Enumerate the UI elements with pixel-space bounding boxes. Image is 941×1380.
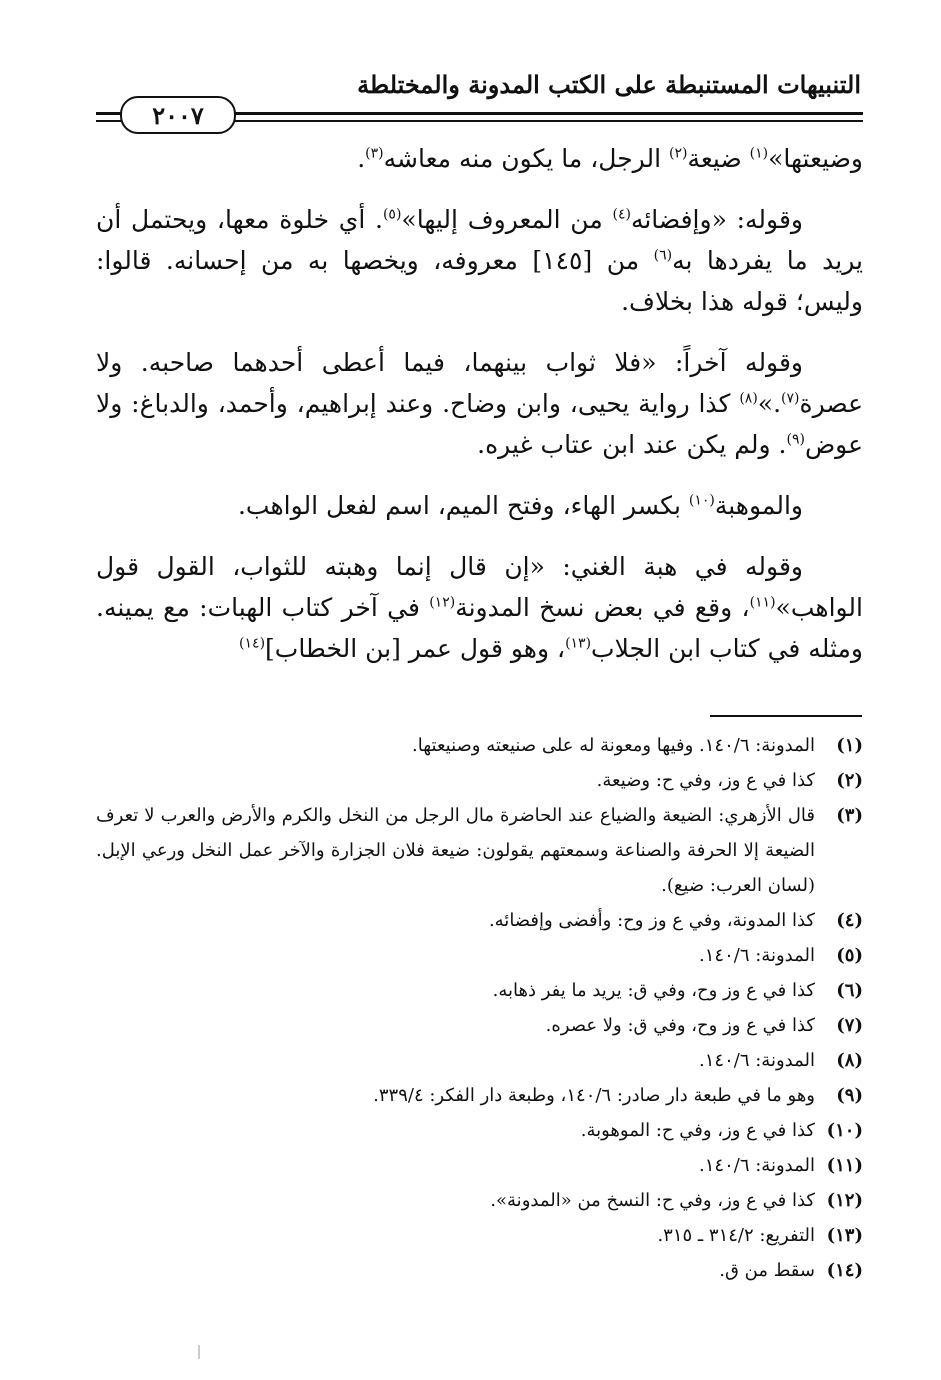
footnote-ref[interactable]: (٥) bbox=[382, 206, 402, 223]
footnotes bbox=[96, 728, 863, 1288]
scan-mark bbox=[198, 1345, 200, 1359]
footnote-text: كذا المدونة، وفي ع وز وح: وأفضى وإفضائه. bbox=[488, 910, 815, 931]
footnote-ref[interactable]: (١٢) bbox=[429, 594, 456, 611]
footnote-number: (١٠) bbox=[826, 1120, 863, 1141]
footnote-text: كذا في ع وز، وفي ح: النسخ من «المدونة». bbox=[490, 1190, 815, 1211]
footnote-ref[interactable]: (١) bbox=[749, 145, 769, 162]
footnote-number: (٨) bbox=[836, 1050, 863, 1071]
footnote-text: المدونة: ١٤٠/٦. bbox=[699, 1155, 815, 1176]
footnote-text: كذا في ع وز وح، وفي ق: يريد ما يفر ذهابه. bbox=[492, 980, 815, 1001]
footnote-ref[interactable]: (٤) bbox=[612, 206, 631, 223]
footnote-ref[interactable]: (١٠) bbox=[688, 492, 715, 509]
footnote-text: كذا في ع وز وح، وفي ق: ولا عصره. bbox=[545, 1015, 815, 1036]
footnote-number: (٤) bbox=[836, 910, 863, 931]
footnote-text: سقط من ق. bbox=[719, 1260, 815, 1281]
footnote-ref[interactable]: (٩) bbox=[786, 431, 805, 448]
footnote bbox=[96, 1218, 863, 1253]
footnote-text: كذا في ع وز، وفي ح: وضيعة. bbox=[596, 770, 815, 791]
footnote bbox=[96, 1183, 863, 1218]
paragraph: وقوله: «وإفضائه$^{(٤)}$ من المعروف إليها»$^{(٥)}$. أي خلوة معها، ويحتمل أن يريد ما يفردها به$^{(٦)}$ من [١٤٥] معروفه، ويخصها به من إحسانه. قالوا: وليس؛ قوله هذا بخلاف. bbox=[96, 205, 864, 316]
footnote-ref[interactable]: (١١) bbox=[749, 594, 776, 611]
paragraph: وضيعتها»$^{(١)}$ ضيعة$^{(٢)}$ الرجل، ما يكون منه معاشه$^{(٣)}$. bbox=[357, 144, 863, 173]
footnote bbox=[96, 973, 863, 1008]
footnote-text: كذا في ع وز، وفي ح: الموهوبة. bbox=[580, 1120, 815, 1141]
footnote-text: وهو ما في طبعة دار صادر: ١٤٠/٦، وطبعة دار الفكر: ٣٣٩/٤. bbox=[373, 1085, 815, 1106]
footnote-text: التفريع: ٣١٤/٢ ـ ٣١٥. bbox=[657, 1225, 815, 1246]
footnote-text: المدونة: ١٤٠/٦. bbox=[699, 1050, 815, 1071]
footnote-separator bbox=[710, 715, 862, 717]
footnote bbox=[96, 1253, 863, 1288]
footnote-number: (١١) bbox=[826, 1155, 863, 1176]
footnote-text: قال الأزهري: الضيعة والضياع عند الحاضرة مال الرجل من النخل والكرم والأرض والعرب لا تعرف الضيعة إلا الحرفة والصناعة وسمعتهم يقولون: ضيعة فلان الجزارة والآخر عمل النخل ورعي الإبل. (لسان العرب: ضيع). bbox=[96, 805, 815, 896]
footnote-ref[interactable]: (٢) bbox=[668, 145, 688, 162]
footnote-number: (١٤) bbox=[826, 1260, 863, 1281]
footnote-number: (٩) bbox=[836, 1085, 863, 1106]
footnote bbox=[96, 798, 863, 903]
footnote-ref[interactable]: (٨) bbox=[739, 390, 758, 407]
footnote-ref[interactable]: (١٣) bbox=[565, 635, 592, 652]
footnote-number: (٢) bbox=[836, 770, 863, 791]
footnote bbox=[96, 763, 863, 798]
footnote-number: (٧) bbox=[836, 1015, 863, 1036]
footnote-text: المدونة: ١٤٠/٦. bbox=[699, 945, 815, 966]
footnote bbox=[96, 1148, 863, 1183]
paragraph: والموهبة$^{(١٠)}$ بكسر الهاء، وفتح الميم، اسم لفعل الواهب. bbox=[237, 491, 803, 520]
footnote bbox=[96, 1008, 863, 1043]
footnote-number: (١) bbox=[836, 735, 863, 756]
footnote-ref[interactable]: (٦) bbox=[653, 247, 673, 264]
footnote-number: (١٣) bbox=[826, 1225, 863, 1246]
footnote bbox=[96, 1113, 863, 1148]
footnote bbox=[96, 728, 863, 763]
footnote-number: (٥) bbox=[836, 945, 863, 966]
footnote-ref[interactable]: (٧) bbox=[781, 390, 800, 407]
paragraph: وقوله في هبة الغني: «إن قال إنما وهبته للثواب، القول قول الواهب»$^{(١١)}$، وقع في بعض نسخ المدونة$^{(١٢)}$ في آخر كتاب الهبات: مع يمينه. ومثله في كتاب ابن الجلاب$^{(١٣)}$، وهو قول عمر [بن الخطاب]$^{(١٤)}$ bbox=[96, 552, 863, 663]
footnote-ref[interactable]: (١٤) bbox=[239, 635, 266, 652]
footnote-text: المدونة: ١٤٠/٦. وفيها ومعونة له على صنيعته وصنيعتها. bbox=[412, 735, 815, 756]
paragraph: وقوله آخراً: «فلا ثواب بينهما، فيما أعطى أحدهما صاحبه. ولا عصرة$^{(٧)}$.»$^{(٨)}$ كذا رواية يحيى، وابن وضاح. وعند إبراهيم، وأحمد، والدباغ: ولا عوض$^{(٩)}$. ولم يكن عند ابن عتاب غيره. bbox=[96, 348, 863, 459]
footnote-number: (٦) bbox=[836, 980, 863, 1001]
footnote bbox=[96, 938, 863, 973]
running-title: التنبيهات المستنبطة على الكتب المدونة والمختلطة bbox=[357, 70, 861, 99]
page-number: ٢٠٠٧ bbox=[120, 96, 236, 134]
footnote-number: (٣) bbox=[836, 805, 863, 826]
body-text bbox=[96, 138, 863, 689]
footnote-ref[interactable]: (٣) bbox=[365, 145, 384, 162]
footnote bbox=[96, 1078, 863, 1113]
footnote bbox=[96, 1043, 863, 1078]
footnote bbox=[96, 903, 863, 938]
footnote-number: (١٢) bbox=[826, 1190, 863, 1211]
